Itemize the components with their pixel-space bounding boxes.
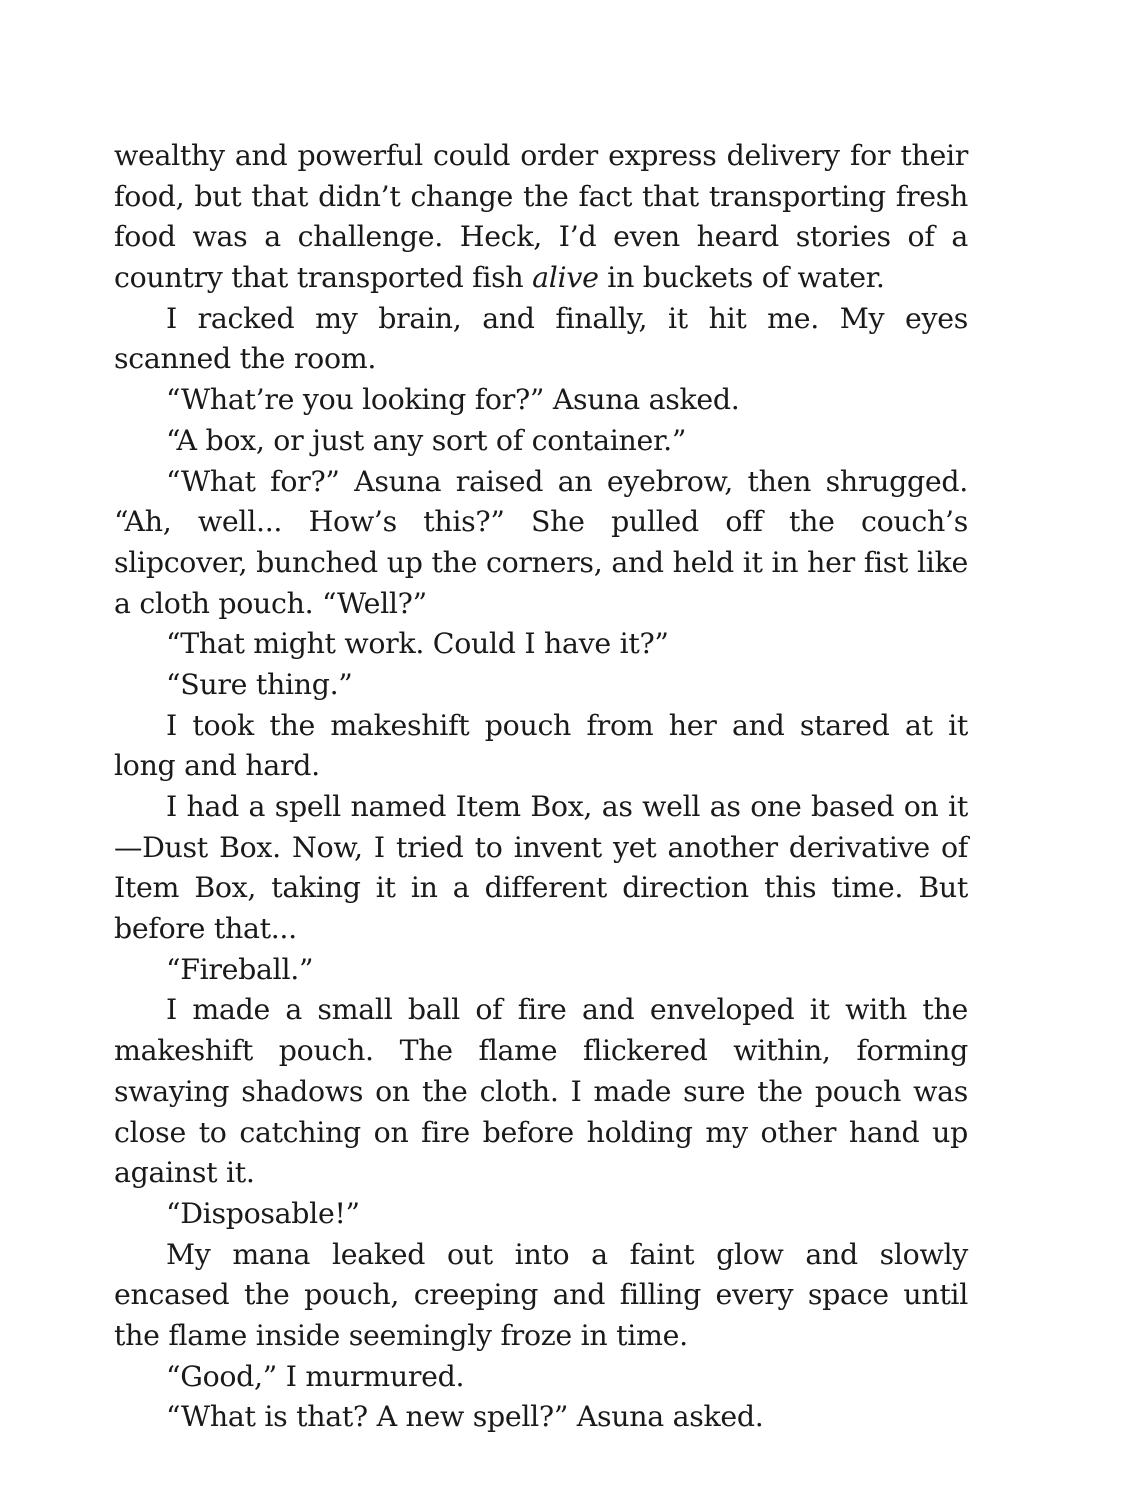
paragraph	[114, 462, 968, 625]
text-segment: “What for?” Asuna raised an eyebrow, then shrugged. “Ah, well... How’s this?” She pulled off the couch’s slipcover, bunched up the corners, and held it in her fist like a cloth pouch. “Well?”	[114, 464, 968, 620]
text-segment: I had a spell named Item Box, as well as one based on it—Dust Box. Now, I tried to invent yet another derivative of Item Box, taking it in a different direction this time. But before that...	[114, 790, 968, 946]
paragraph	[114, 421, 968, 462]
text-segment: “Disposable!”	[166, 1196, 360, 1230]
body-text	[114, 136, 968, 1438]
text-segment: wealthy and powerful could order express delivery for their food, but that didn’t change the fact that transporting fresh food was a challenge. Heck, I’d even heard stories of a country that transported fish	[114, 139, 968, 295]
text-segment: My mana leaked out into a faint glow and slowly encased the pouch, creeping and filling every space until the flame inside seemingly froze in time.	[114, 1237, 968, 1352]
paragraph	[114, 1397, 968, 1438]
paragraph	[114, 1357, 968, 1398]
paragraph	[114, 706, 968, 787]
emphasis-text: alive	[532, 261, 599, 295]
text-segment: “A box, or just any sort of container.”	[166, 423, 687, 457]
paragraph	[114, 299, 968, 380]
text-segment: “What’re you looking for?” Asuna asked.	[166, 383, 740, 417]
paragraph	[114, 136, 968, 299]
paragraph	[114, 787, 968, 950]
paragraph	[114, 950, 968, 991]
paragraph	[114, 380, 968, 421]
text-segment: “Sure thing.”	[166, 667, 353, 701]
text-segment: “What is that? A new spell?” Asuna asked.	[166, 1400, 764, 1434]
paragraph	[114, 665, 968, 706]
text-segment: I made a small ball of fire and enveloped it with the makeshift pouch. The flame flickered within, forming swaying shadows on the cloth. I made sure the pouch was close to catching on fire before holding my other hand up against it.	[114, 993, 968, 1190]
paragraph	[114, 1194, 968, 1235]
text-segment: in buckets of water.	[598, 261, 885, 295]
paragraph	[114, 624, 968, 665]
paragraph	[114, 1235, 968, 1357]
text-segment: I racked my brain, and finally, it hit me. My eyes scanned the room.	[114, 301, 968, 376]
text-segment: I took the makeshift pouch from her and stared at it long and hard.	[114, 708, 968, 783]
text-segment: “Good,” I murmured.	[166, 1359, 465, 1393]
paragraph	[114, 990, 968, 1193]
text-segment: “That might work. Could I have it?”	[166, 627, 669, 661]
text-segment: “Fireball.”	[166, 952, 314, 986]
